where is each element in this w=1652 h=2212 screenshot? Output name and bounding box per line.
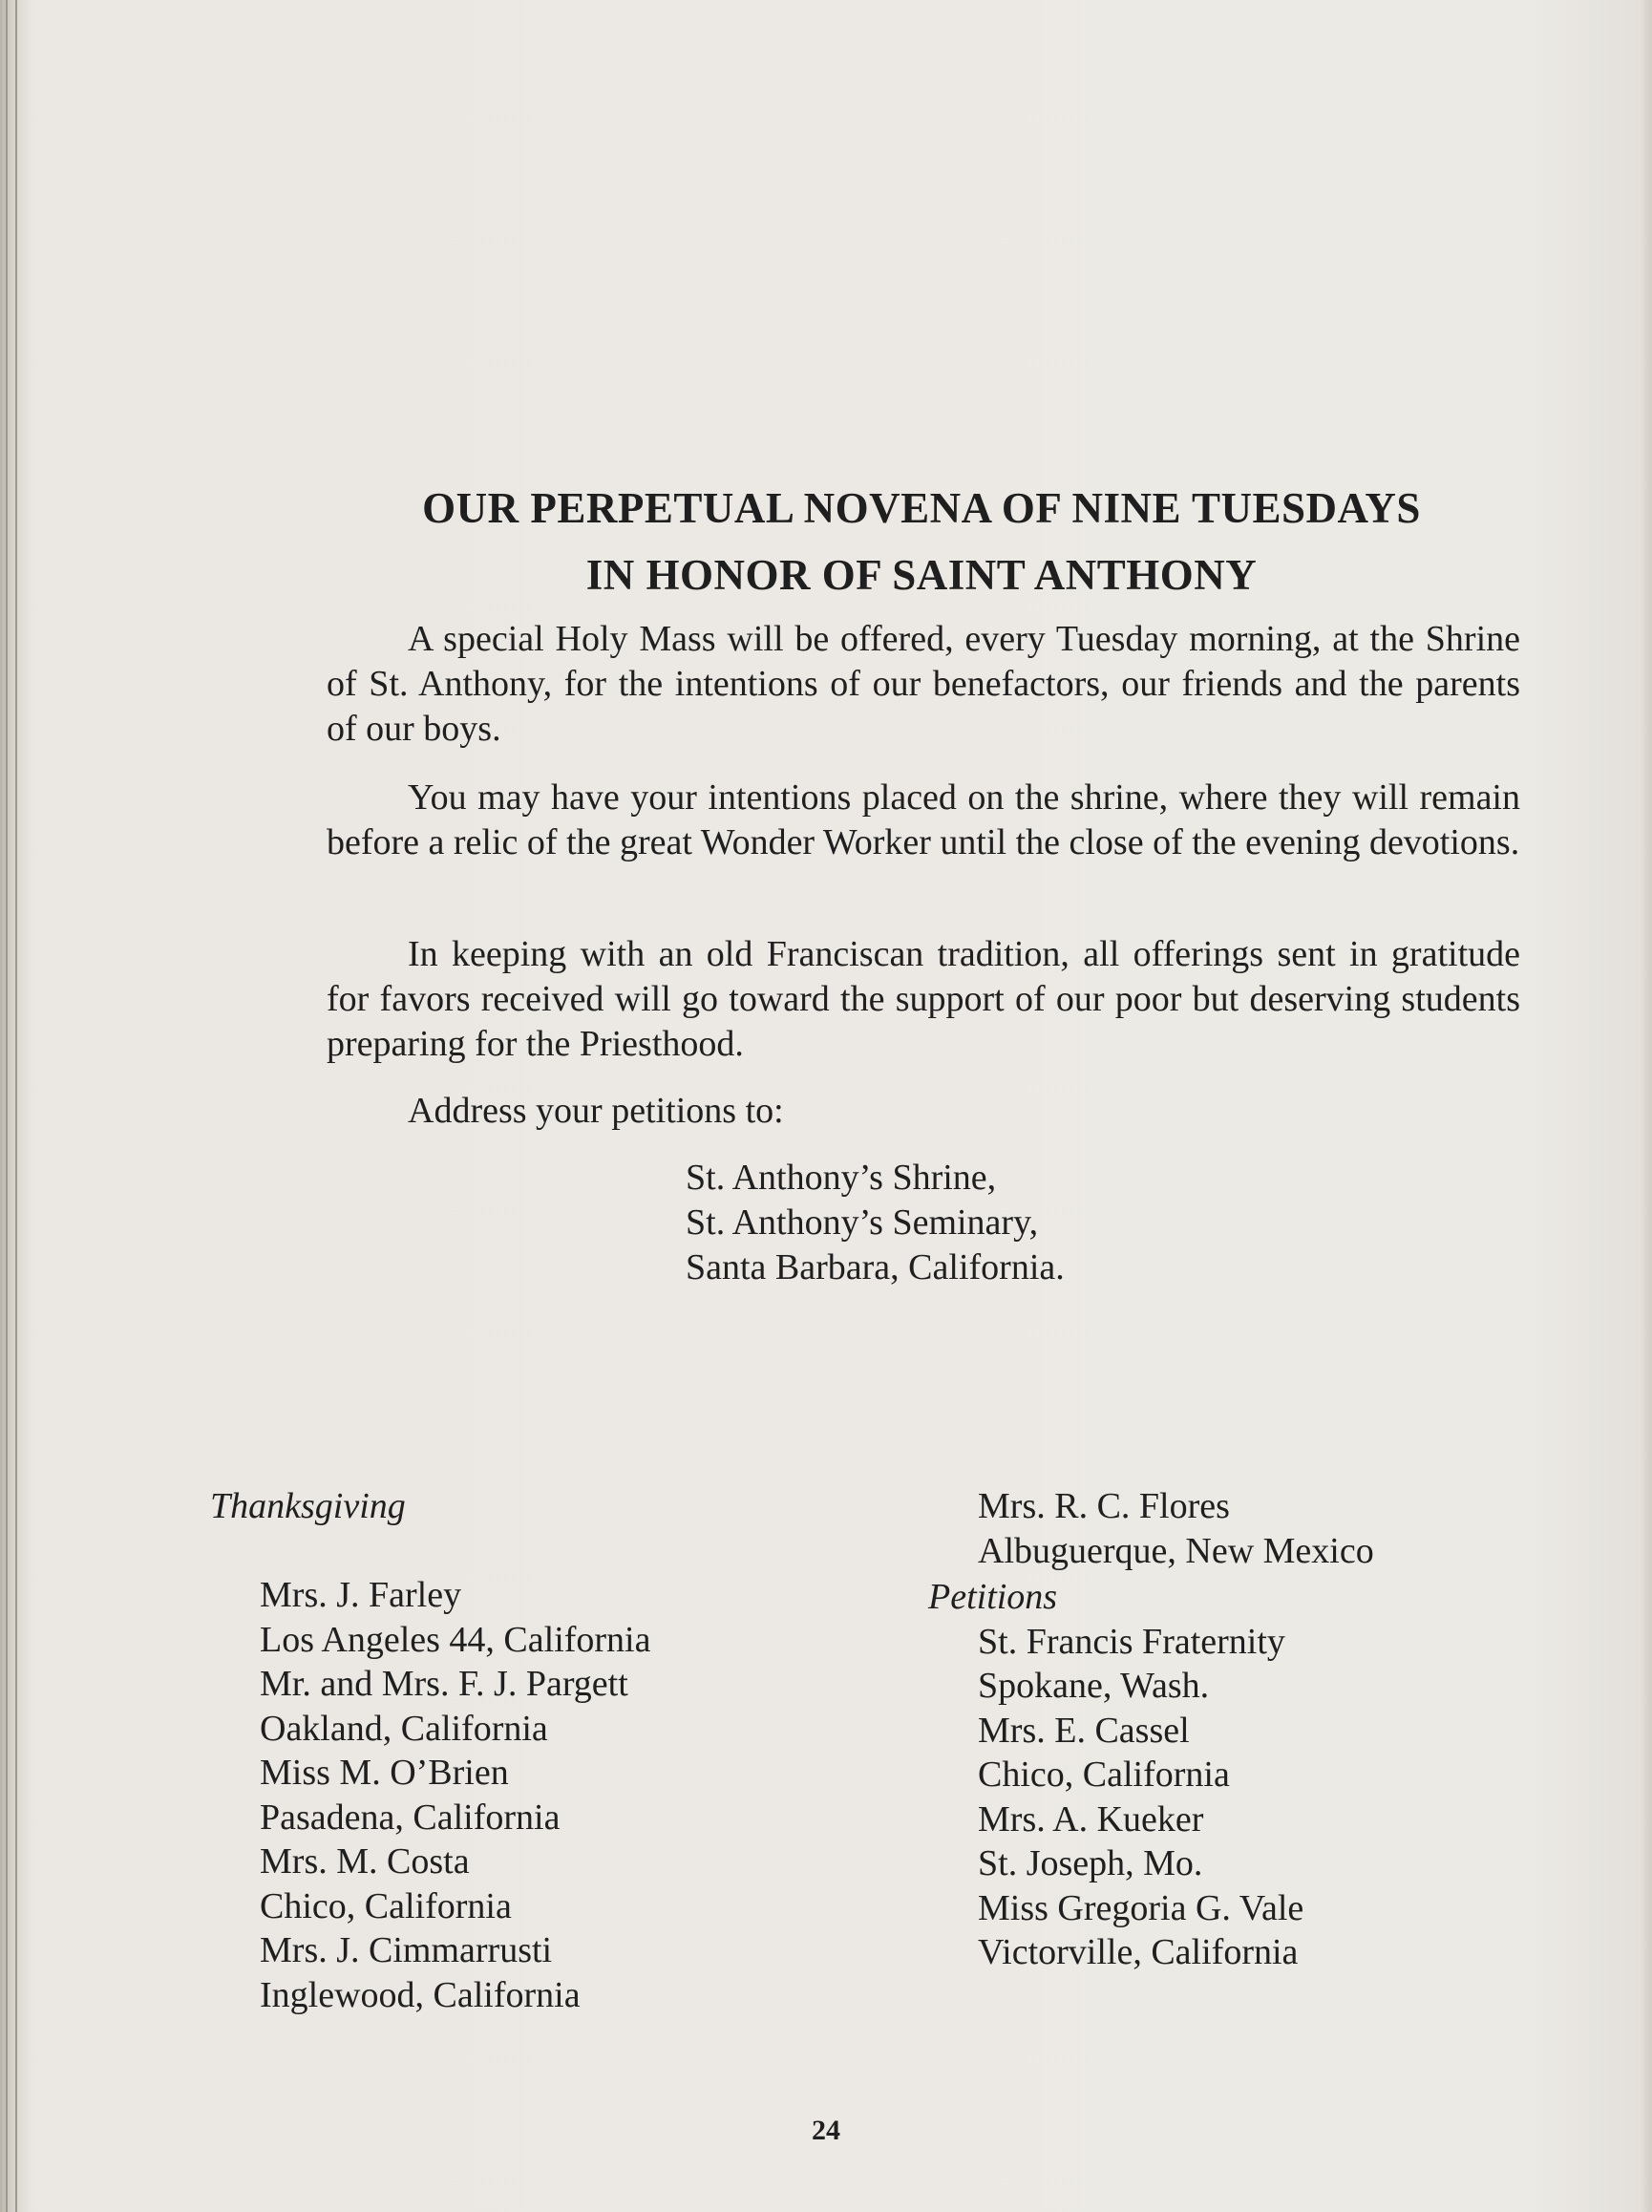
list-item: Los Angeles 44, California xyxy=(260,1619,651,1660)
list-item: Mrs. J. Cimmarrusti xyxy=(260,1930,553,1970)
thanksgiving-heading: Thanksgiving xyxy=(210,1486,406,1526)
thanksgiving-list xyxy=(210,1484,650,2017)
list-item: Albuguerque, New Mexico xyxy=(978,1530,1374,1571)
paragraph-intentions xyxy=(327,776,1520,865)
list-item: St. Joseph, Mo. xyxy=(978,1843,1203,1883)
paragraph-text: You may have your intentions placed on the shrine, where they will remain before a relic of the great Wonder Worker until the close of the evening devotions. xyxy=(327,777,1520,862)
paragraph-text: A special Holy Mass will be offered, every Tuesday morning, at the Shrine of St. Anthony, for the intentions of our benefactors, our friends and the parents of our boys. xyxy=(327,619,1520,749)
list-item: Oakland, California xyxy=(260,1708,548,1749)
petitions-list xyxy=(928,1484,1374,1975)
page-title-line-2: IN HONOR OF SAINT ANTHONY xyxy=(585,551,1258,599)
list-item: Victorville, California xyxy=(978,1932,1299,1972)
list-item: Miss M. O’Brien xyxy=(260,1753,509,1793)
list-item: Miss Gregoria G. Vale xyxy=(978,1887,1304,1928)
page-binding xyxy=(0,0,29,2212)
list-item: St. Francis Fraternity xyxy=(978,1621,1285,1662)
list-item: Mrs. A. Kueker xyxy=(978,1798,1204,1840)
paragraph-text: In keeping with an old Franciscan tradition, all offerings sent in gratitude for favors received will go toward the support of our poor but deserving students preparing for the Priesthood. xyxy=(327,934,1520,1064)
list-item: Mr. and Mrs. F. J. Pargett xyxy=(260,1664,628,1704)
petitions-heading: Petitions xyxy=(928,1577,1058,1617)
paragraph-offerings xyxy=(327,932,1520,1067)
page-edge xyxy=(1639,0,1652,2212)
list-item: Chico, California xyxy=(978,1755,1230,1795)
list-item: Pasadena, California xyxy=(260,1797,561,1838)
mailing-address xyxy=(686,1156,1065,1290)
binding-line xyxy=(15,0,17,2212)
list-item: Spokane, Wash. xyxy=(978,1666,1210,1706)
list-item: Chico, California xyxy=(260,1885,512,1926)
address-line: Santa Barbara, California. xyxy=(686,1247,1065,1287)
list-item: Mrs. M. Costa xyxy=(260,1841,470,1882)
list-item: Inglewood, California xyxy=(260,1974,581,2015)
list-item: Mrs. J. Farley xyxy=(260,1575,462,1615)
address-line: St. Anthony’s Seminary, xyxy=(686,1202,1039,1243)
paragraph-address-intro xyxy=(327,1089,1520,1134)
paragraph-text: Address your petitions to: xyxy=(408,1091,784,1131)
list-item: Mrs. E. Cassel xyxy=(978,1710,1190,1751)
address-line: St. Anthony’s Shrine, xyxy=(686,1158,997,1198)
page-number: 24 xyxy=(812,2115,840,2146)
page-title-line-1: OUR PERPETUAL NOVENA OF NINE TUESDAYS xyxy=(422,484,1421,532)
paragraph-mass xyxy=(327,617,1520,752)
list-item: Mrs. R. C. Flores xyxy=(978,1486,1230,1526)
binding-line xyxy=(6,0,8,2212)
